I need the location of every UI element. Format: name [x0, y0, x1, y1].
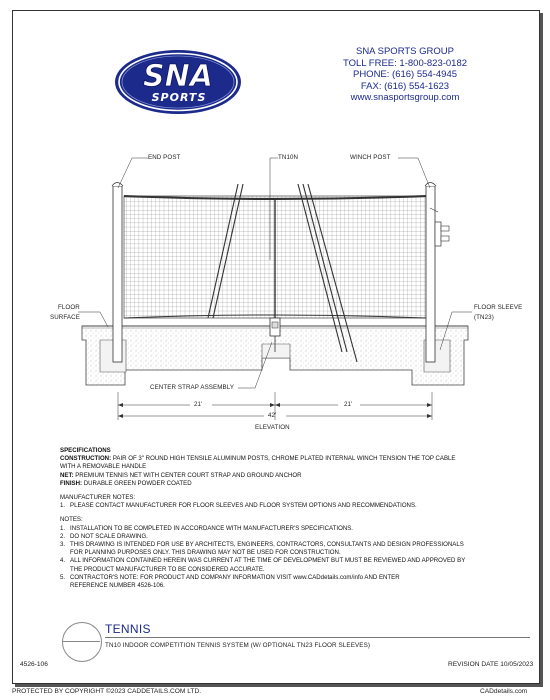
note-number [60, 566, 70, 574]
floor-sleeve-label-2: (TN23) [474, 314, 494, 321]
detail-bubble-divider [62, 641, 100, 642]
winch-post-label: WINCH POST [350, 154, 391, 161]
winch-handle [435, 222, 441, 246]
company-phone: PHONE: (616) 554-4945 [352, 69, 458, 81]
title-rule [105, 637, 530, 638]
notes-list [60, 525, 530, 591]
copyright-text: PROTECTED BY COPYRIGHT ©2023 CADDETAILS.COM LTD. [12, 688, 202, 695]
floor-sleeve-label-1: FLOOR SLEEVE [474, 304, 523, 311]
company-website[interactable]: www.snasportsgroup.com [350, 92, 460, 104]
logo-sub-text: SPORTS [151, 91, 207, 104]
note-number: 3. [60, 541, 66, 549]
note-text: PLEASE CONTACT MANUFACTURER FOR FLOOR SLEEVES AND FLOOR SYSTEM OPTIONS AND RECOMMENDATIONS. [70, 502, 417, 510]
end-post-label: END POST [148, 154, 181, 161]
revision-date: REVISION DATE 10/05/2023 [448, 661, 534, 668]
center-strap-label: CENTER STRAP ASSEMBLY [150, 384, 235, 391]
note-text: INSTALLATION TO BE COMPLETED IN ACCORDANCE WITH MANUFACTURER'S SPECIFICATIONS. [70, 524, 353, 532]
note-number: 1. [60, 524, 66, 532]
manufacturer-notes-list [60, 502, 530, 510]
reference-number: 4526-106 [20, 661, 48, 668]
specifications-heading: SPECIFICATIONS [60, 447, 111, 454]
note-item [60, 541, 530, 549]
construction-spec-cont: WITH A REMOVABLE HANDLE [60, 463, 147, 471]
dimension-total: 42' [268, 412, 277, 419]
dimension-left: 21' [194, 401, 203, 408]
note-number: 2. [60, 532, 66, 540]
note-item [60, 582, 530, 590]
caddetails-link[interactable]: CADdetails.com [480, 688, 528, 695]
note-item [60, 549, 530, 557]
dimension-right: 21' [344, 401, 353, 408]
end-post [113, 186, 122, 362]
finish-spec [60, 480, 530, 488]
company-name: SNA SPORTS GROUP [355, 46, 454, 57]
construction-spec [60, 455, 530, 463]
logo-main-text: SNA [143, 59, 213, 94]
tn10n-label: TN10N [278, 154, 299, 161]
company-fax: FAX: (616) 554-1623 [360, 80, 450, 92]
manufacturer-notes-heading: MANUFACTURER NOTES: [60, 494, 136, 502]
drawing-subtitle: TN10 INDOOR COMPETITION TENNIS SYSTEM (W/ OPTIONAL TN23 FLOOR SLEEVES) [105, 642, 371, 649]
net-label: NET: [60, 471, 74, 479]
drawing-title: TENNIS [105, 622, 151, 636]
notes-section [60, 447, 530, 590]
company-toll-free: TOLL FREE: 1-800-823-0182 [342, 57, 468, 69]
net-spec [60, 472, 530, 480]
note-text: THIS DRAWING IS INTENDED FOR USE BY ARCHITECTS, ENGINEERS, CONTRACTORS, CONSULTANTS AND DESIGN PROFESSIONALS [70, 541, 464, 549]
floor-surface-label-1: FLOOR [58, 304, 80, 311]
note-number: 5. [60, 573, 66, 581]
note-item [60, 557, 530, 565]
note-text: CONTRACTOR'S NOTE: FOR PRODUCT AND COMPANY INFORMATION VISIT www.CADdetails.com/info AND ENTER [70, 573, 400, 581]
note-text: FOR PLANNING PURPOSES ONLY. THIS DRAWING MAY NOT BE USED FOR CONSTRUCTION. [70, 549, 341, 557]
note-number: 4. [60, 557, 66, 565]
floor-surface-label-2: SURFACE [50, 314, 80, 321]
elevation-label: ELEVATION [255, 424, 290, 431]
winch-post [426, 186, 435, 362]
note-item [60, 502, 530, 510]
note-item [60, 525, 530, 533]
note-item [60, 533, 530, 541]
note-number: 1. [60, 502, 66, 510]
note-text: REFERENCE NUMBER 4526-106. [70, 582, 165, 590]
construction-label: CONSTRUCTION: [60, 455, 112, 463]
note-number [60, 582, 70, 590]
net-text: PREMIUM TENNIS NET WITH CENTER COURT STRAP AND GROUND ANCHOR [73, 471, 302, 479]
detail-bubble [62, 622, 102, 662]
notes-heading: NOTES: [60, 516, 83, 524]
construction-text: PAIR OF 3" ROUND HIGH TENSILE ALUMINUM POSTS, CHROME PLATED INTERNAL WINCH TENSION THE TOP CABLE [111, 455, 456, 463]
note-text: DO NOT SCALE DRAWING. [70, 532, 148, 540]
note-item [60, 566, 530, 574]
note-item [60, 574, 530, 582]
note-number [60, 549, 70, 557]
note-text: THE PRODUCT MANUFACTURER TO BE CONSIDERED ACCURATE. [70, 565, 265, 573]
finish-text: DURABLE GREEN POWDER COATED [82, 479, 192, 487]
note-text: ALL INFORMATION CONTAINED HEREIN WAS CURRENT AT THE TIME OF DEVELOPMENT BUT MUST BE REVIEWED AND APPROVED BY [70, 557, 466, 565]
finish-label: FINISH: [60, 479, 83, 487]
